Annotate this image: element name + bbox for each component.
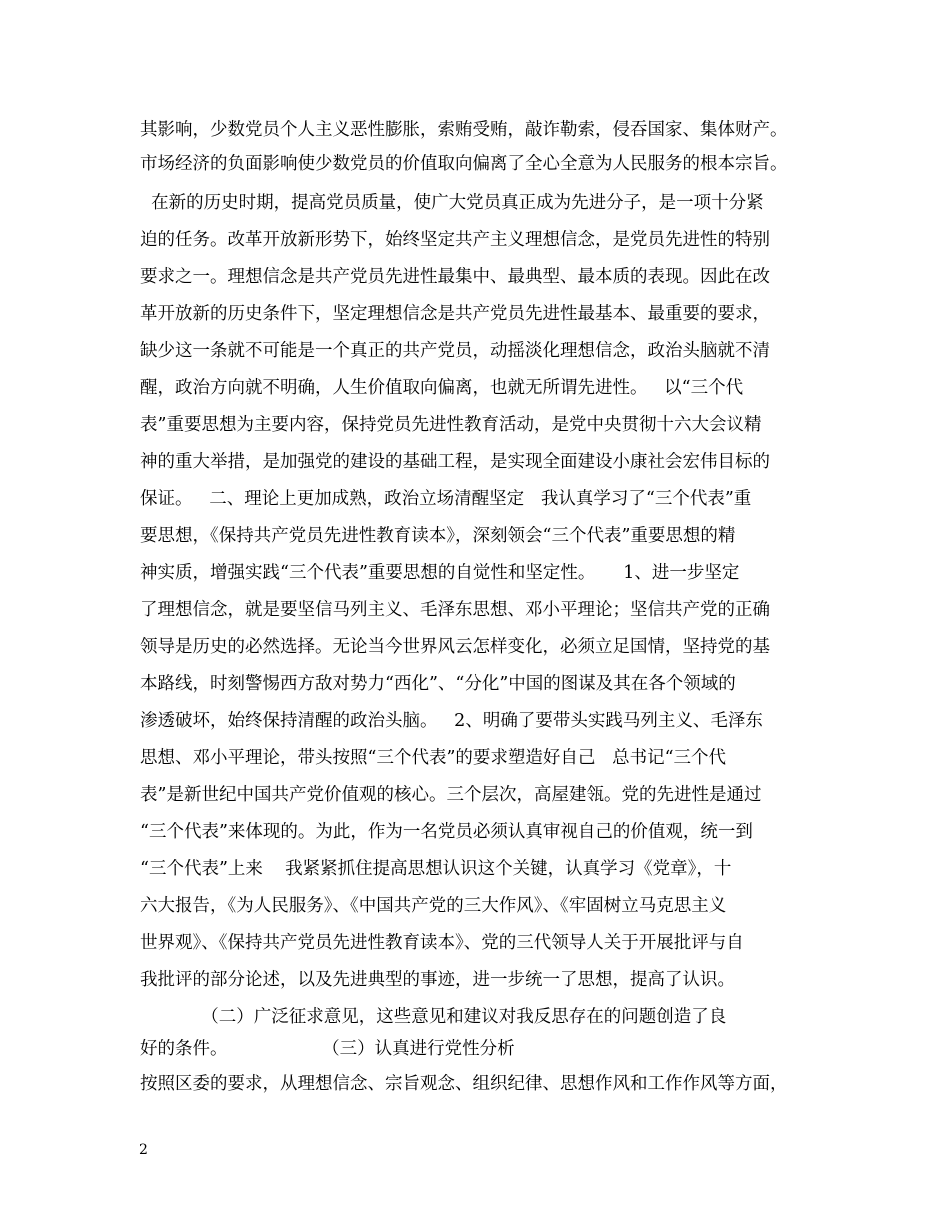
text-line: 本路线，时刻警惕西方敌对势力“西化”、“分化”中国的图谋及其在各个领域的 [140, 674, 736, 694]
text-line: 醒，政治方向就不明确，人生价值取向偏离，也就无所谓先进性。 以“三个代 [140, 378, 744, 398]
text-line: 其影响，少数党员个人主义恶性膨胀，索贿受贿，敲诈勒索，侵吞国家、集体财产。 [140, 120, 788, 140]
text-line: 保证。 二、理论上更加成熟，政治立场清醒坚定 我认真学习了“三个代表”重 [140, 489, 752, 509]
text-line: 领导是历史的必然选择。无论当今世界风云怎样变化，必须立足国情，坚持党的基 [140, 637, 770, 657]
text-line: 了理想信念，就是要坚信马列主义、毛泽东思想、邓小平理论；坚信共产党的正确 [140, 600, 770, 620]
text-line: 缺少这一条就不可能是一个真正的共产党员，动摇淡化理想信念，政治头脑就不清 [140, 341, 770, 361]
text-line: “三个代表”来体现的。为此，作为一名党员必须认真审视自己的价值观，统一到 [140, 822, 753, 842]
text-line: 表”重要思想为主要内容，保持党员先进性教育活动，是党中央贯彻十六大会议精 [140, 415, 762, 435]
text-line: 在新的历史时期，提高党员质量，使广大党员真正成为先进分子，是一项十分紧 [140, 193, 764, 213]
text-line: 世界观》、《保持共产党员先进性教育读本》、党的三代领导人关于开展批评与自 [140, 933, 744, 953]
text-line: （二）广泛征求意见，这些意见和建议对我反思存在的问题创造了良 [140, 1007, 727, 1027]
text-line: 市场经济的负面影响使少数党员的价值取向偏离了全心全意为人民服务的根本宗旨。 [140, 154, 788, 174]
text-line: 要思想，《保持共产党员先进性教育读本》，深刻领会“三个代表”重要思想的精 [140, 526, 736, 546]
text-line: 迫的任务。改革开放新形势下，始终坚定共产主义理想信念，是党员先进性的特别 [140, 230, 770, 250]
text-line: 要求之一。理想信念是共产党员先进性最集中、最典型、最本质的表现。因此在改 [140, 267, 770, 287]
text-line: 神实质，增强实践“三个代表”重要思想的自觉性和坚定性。 1、进一步坚定 [140, 563, 740, 583]
page-number: 2 [139, 1142, 148, 1158]
text-line: 表”是新世纪中国共产党价值观的核心。三个层次，高屋建瓴。党的先进性是通过 [140, 785, 762, 805]
text-line: 神的重大举措，是加强党的建设的基础工程，是实现全面建设小康社会宏伟目标的 [140, 452, 770, 472]
text-line: 革开放新的历史条件下，坚定理想信念是共产党员先进性最基本、最重要的要求， [140, 304, 770, 324]
text-line: “三个代表”上来 我紧紧抓住提高思想认识这个关键，认真学习《党章》，十 [140, 859, 732, 879]
text-line: 思想、邓小平理论，带头按照“三个代表”的要求塑造好自己 总书记“三个代 [140, 748, 727, 768]
text-line: 六大报告，《为人民服务》、《中国共产党的三大作风》、《牢固树立马克思主义 [140, 896, 727, 916]
text-line: 渗透破坏，始终保持清醒的政治头脑。 2、明确了要带头实践马列主义、毛泽东 [140, 711, 763, 731]
text-line: 我批评的部分论述，以及先进典型的事迹，进一步统一了思想，提高了认识。 [140, 970, 735, 990]
text-line: 按照区委的要求，从理想信念、宗旨观念、组织纪律、思想作风和工作作风等方面， [140, 1074, 788, 1094]
text-line: 好的条件。 （三）认真进行党性分析 [140, 1039, 515, 1059]
